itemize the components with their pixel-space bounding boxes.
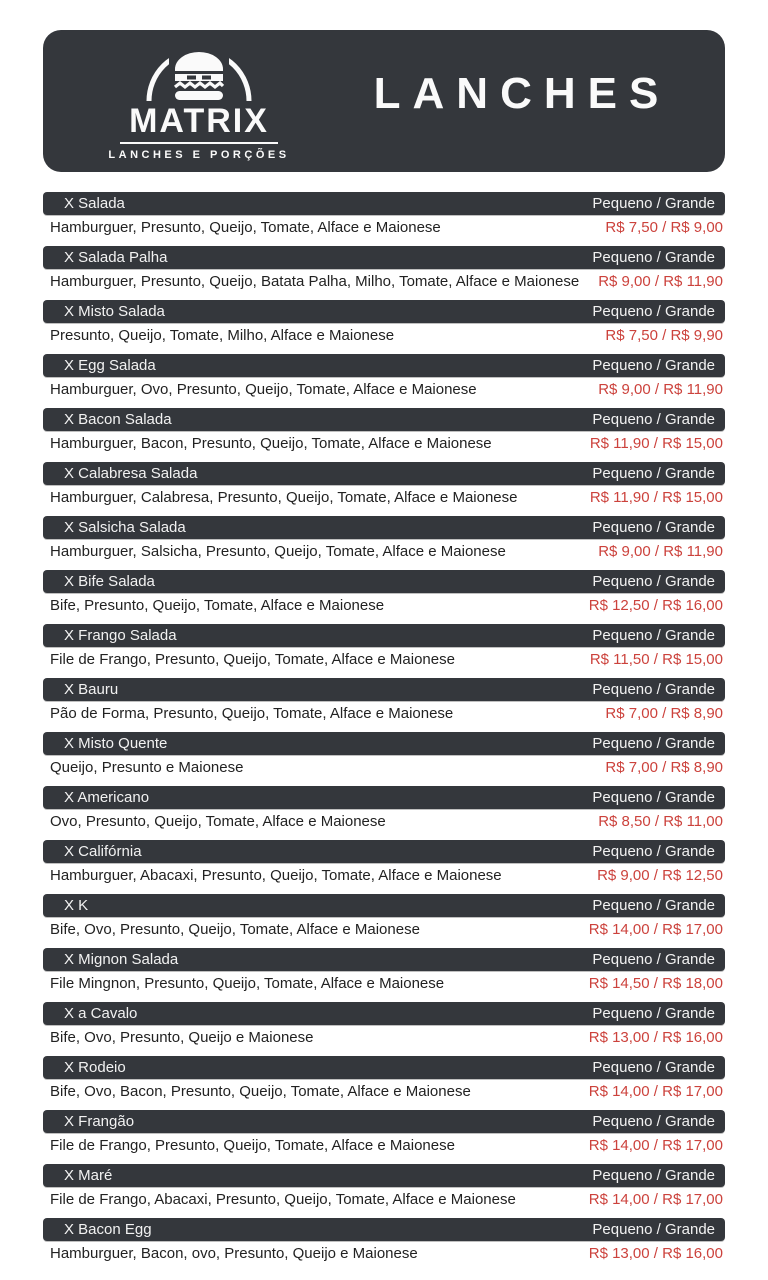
menu-list xyxy=(43,192,725,1272)
item-name-bar xyxy=(43,462,725,485)
size-header-label: Pequeno / Grande xyxy=(592,627,715,644)
item-detail-row xyxy=(43,1187,725,1210)
item-name: X Misto Quente xyxy=(64,735,168,752)
item-name: X Bacon Salada xyxy=(64,411,172,428)
item-name-bar xyxy=(43,1164,725,1187)
item-price: R$ 9,00 / R$ 11,90 xyxy=(598,273,723,290)
menu-item xyxy=(43,1110,725,1156)
item-price: R$ 13,00 / R$ 16,00 xyxy=(588,1245,723,1262)
item-description: Hamburguer, Bacon, ovo, Presunto, Queijo e Maionese xyxy=(50,1245,418,1262)
item-price: R$ 14,00 / R$ 17,00 xyxy=(588,1191,723,1208)
brand-divider xyxy=(120,142,278,144)
item-name: X Americano xyxy=(64,789,150,806)
item-price: R$ 9,00 / R$ 11,90 xyxy=(598,543,723,560)
item-detail-row xyxy=(43,701,725,724)
item-price: R$ 7,00 / R$ 8,90 xyxy=(605,759,723,776)
item-price: R$ 7,50 / R$ 9,90 xyxy=(605,327,723,344)
menu-item xyxy=(43,1002,725,1048)
item-price: R$ 12,50 / R$ 16,00 xyxy=(588,597,723,614)
item-price: R$ 9,00 / R$ 12,50 xyxy=(597,867,723,884)
size-header-label: Pequeno / Grande xyxy=(592,465,715,482)
size-header-label: Pequeno / Grande xyxy=(592,519,715,536)
size-header-label: Pequeno / Grande xyxy=(592,681,715,698)
menu-item xyxy=(43,732,725,778)
item-description: File de Frango, Presunto, Queijo, Tomate, Alface e Maionese xyxy=(50,1137,455,1154)
size-header-label: Pequeno / Grande xyxy=(592,1221,715,1238)
item-description: Hamburguer, Presunto, Queijo, Tomate, Alface e Maionese xyxy=(50,219,441,236)
item-price: R$ 14,00 / R$ 17,00 xyxy=(588,921,723,938)
size-header-label: Pequeno / Grande xyxy=(592,951,715,968)
size-header-label: Pequeno / Grande xyxy=(592,1113,715,1130)
page-title: LANCHES xyxy=(373,69,671,118)
item-name-bar xyxy=(43,1056,725,1079)
item-name-bar xyxy=(43,624,725,647)
item-name-bar xyxy=(43,354,725,377)
item-name: X Salada Palha xyxy=(64,249,168,266)
item-description: Bife, Ovo, Presunto, Queijo, Tomate, Alface e Maionese xyxy=(50,921,420,938)
item-name: X a Cavalo xyxy=(64,1005,138,1022)
item-detail-row xyxy=(43,323,725,346)
header-card xyxy=(43,30,725,172)
item-description: Hamburguer, Bacon, Presunto, Queijo, Tomate, Alface e Maionese xyxy=(50,435,492,452)
item-name-bar xyxy=(43,570,725,593)
item-price: R$ 7,00 / R$ 8,90 xyxy=(605,705,723,722)
item-name: X Salsicha Salada xyxy=(64,519,186,536)
item-description: Bife, Ovo, Presunto, Queijo e Maionese xyxy=(50,1029,314,1046)
item-detail-row xyxy=(43,269,725,292)
item-detail-row xyxy=(43,971,725,994)
item-name-bar xyxy=(43,1218,725,1241)
menu-item xyxy=(43,840,725,886)
item-price: R$ 11,90 / R$ 15,00 xyxy=(589,435,723,452)
menu-item xyxy=(43,462,725,508)
item-detail-row xyxy=(43,539,725,562)
item-detail-row xyxy=(43,215,725,238)
item-name-bar xyxy=(43,300,725,323)
size-header-label: Pequeno / Grande xyxy=(592,357,715,374)
item-description: Bife, Presunto, Queijo, Tomate, Alface e Maionese xyxy=(50,597,385,614)
item-name: X Salada xyxy=(64,195,125,212)
size-header-label: Pequeno / Grande xyxy=(592,573,715,590)
item-description: Hamburguer, Presunto, Queijo, Batata Palha, Milho, Tomate, Alface e Maionese xyxy=(50,273,580,290)
menu-item xyxy=(43,786,725,832)
brand-logo xyxy=(79,41,319,162)
item-name: X Bife Salada xyxy=(64,573,155,590)
item-name-bar xyxy=(43,516,725,539)
item-name-bar xyxy=(43,1002,725,1025)
item-name-bar xyxy=(43,894,725,917)
item-description: Bife, Ovo, Bacon, Presunto, Queijo, Tomate, Alface e Maionese xyxy=(50,1083,471,1100)
item-description: Presunto, Queijo, Tomate, Milho, Alface e Maionese xyxy=(50,327,395,344)
item-detail-row xyxy=(43,755,725,778)
item-name-bar xyxy=(43,840,725,863)
item-name: X Bacon Egg xyxy=(64,1221,152,1238)
item-name-bar xyxy=(43,192,725,215)
menu-item xyxy=(43,354,725,400)
menu-item xyxy=(43,624,725,670)
item-name: X Maré xyxy=(64,1167,113,1184)
menu-item xyxy=(43,300,725,346)
menu-item xyxy=(43,678,725,724)
item-description: File de Frango, Presunto, Queijo, Tomate, Alface e Maionese xyxy=(50,651,455,668)
item-name: X Misto Salada xyxy=(64,303,165,320)
brand-tagline: LANCHES E PORÇÕES xyxy=(108,149,290,162)
menu-item xyxy=(43,1218,725,1264)
size-header-label: Pequeno / Grande xyxy=(592,789,715,806)
item-detail-row xyxy=(43,917,725,940)
item-name: X Calabresa Salada xyxy=(64,465,198,482)
item-description: File Mingnon, Presunto, Queijo, Tomate, Alface e Maionese xyxy=(50,975,445,992)
menu-item xyxy=(43,894,725,940)
item-detail-row xyxy=(43,485,725,508)
item-name: X Mignon Salada xyxy=(64,951,179,968)
brand-name: MATRIX xyxy=(129,101,269,140)
item-description: Queijo, Presunto e Maionese xyxy=(50,759,244,776)
item-description: Hamburguer, Ovo, Presunto, Queijo, Tomate, Alface e Maionese xyxy=(50,381,477,398)
item-price: R$ 9,00 / R$ 11,90 xyxy=(598,381,723,398)
size-header-label: Pequeno / Grande xyxy=(592,303,715,320)
item-price: R$ 11,50 / R$ 15,00 xyxy=(589,651,723,668)
item-name: X K xyxy=(64,897,89,914)
item-name: X Frangão xyxy=(64,1113,135,1130)
size-header-label: Pequeno / Grande xyxy=(592,897,715,914)
item-detail-row xyxy=(43,1025,725,1048)
size-header-label: Pequeno / Grande xyxy=(592,843,715,860)
item-description: File de Frango, Abacaxi, Presunto, Queijo, Tomate, Alface e Maionese xyxy=(50,1191,516,1208)
item-name-bar xyxy=(43,1110,725,1133)
item-name: X Frango Salada xyxy=(64,627,177,644)
menu-item xyxy=(43,1164,725,1210)
item-name-bar xyxy=(43,732,725,755)
item-name: X Egg Salada xyxy=(64,357,156,374)
menu-item xyxy=(43,948,725,994)
item-name-bar xyxy=(43,948,725,971)
item-name: X Bauru xyxy=(64,681,119,698)
item-detail-row xyxy=(43,377,725,400)
item-description: Pão de Forma, Presunto, Queijo, Tomate, Alface e Maionese xyxy=(50,705,454,722)
item-price: R$ 14,00 / R$ 17,00 xyxy=(588,1137,723,1154)
item-detail-row xyxy=(43,431,725,454)
burger-arc-icon xyxy=(143,41,255,110)
item-name-bar xyxy=(43,246,725,269)
item-detail-row xyxy=(43,647,725,670)
menu-item xyxy=(43,192,725,238)
item-price: R$ 14,50 / R$ 18,00 xyxy=(588,975,723,992)
item-detail-row xyxy=(43,809,725,832)
menu-item xyxy=(43,516,725,562)
menu-item xyxy=(43,246,725,292)
menu-item xyxy=(43,570,725,616)
size-header-label: Pequeno / Grande xyxy=(592,735,715,752)
item-detail-row xyxy=(43,863,725,886)
item-price: R$ 7,50 / R$ 9,00 xyxy=(605,219,723,236)
size-header-label: Pequeno / Grande xyxy=(592,1059,715,1076)
item-name-bar xyxy=(43,678,725,701)
item-price: R$ 13,00 / R$ 16,00 xyxy=(588,1029,723,1046)
item-name-bar xyxy=(43,408,725,431)
item-detail-row xyxy=(43,1133,725,1156)
menu-item xyxy=(43,408,725,454)
size-header-label: Pequeno / Grande xyxy=(592,1167,715,1184)
size-header-label: Pequeno / Grande xyxy=(592,411,715,428)
size-header-label: Pequeno / Grande xyxy=(592,1005,715,1022)
item-detail-row xyxy=(43,1241,725,1264)
menu-item xyxy=(43,1056,725,1102)
size-header-label: Pequeno / Grande xyxy=(592,249,715,266)
item-description: Hamburguer, Abacaxi, Presunto, Queijo, Tomate, Alface e Maionese xyxy=(50,867,502,884)
item-price: R$ 14,00 / R$ 17,00 xyxy=(588,1083,723,1100)
item-name: X Califórnia xyxy=(64,843,142,860)
item-price: R$ 11,90 / R$ 15,00 xyxy=(589,489,723,506)
item-name-bar xyxy=(43,786,725,809)
item-detail-row xyxy=(43,1079,725,1102)
size-header-label: Pequeno / Grande xyxy=(592,195,715,212)
item-name: X Rodeio xyxy=(64,1059,126,1076)
item-description: Hamburguer, Salsicha, Presunto, Queijo, Tomate, Alface e Maionese xyxy=(50,543,506,560)
item-price: R$ 8,50 / R$ 11,00 xyxy=(598,813,723,830)
item-detail-row xyxy=(43,593,725,616)
item-description: Hamburguer, Calabresa, Presunto, Queijo, Tomate, Alface e Maionese xyxy=(50,489,518,506)
item-description: Ovo, Presunto, Queijo, Tomate, Alface e Maionese xyxy=(50,813,386,830)
